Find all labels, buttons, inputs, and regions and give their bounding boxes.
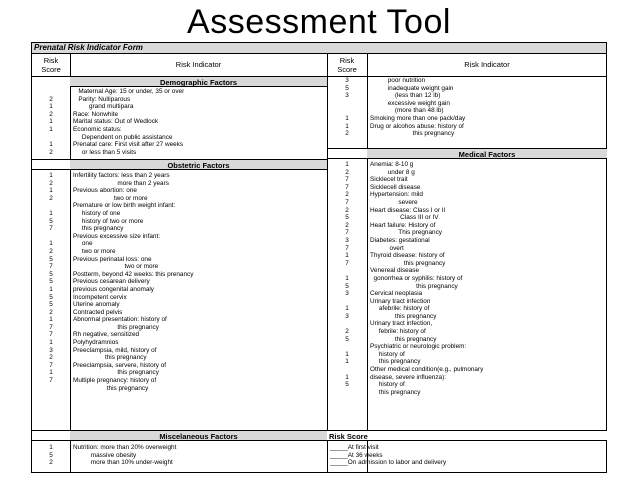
section-obstetric-factors: Obstetric Factors	[70, 159, 327, 170]
risk-score-value	[32, 233, 70, 241]
obstetric-scores	[32, 172, 70, 385]
obstetric-indicators	[73, 172, 193, 392]
risk-indicator-text: this pregnancy	[73, 225, 124, 233]
miscellaneous-scores	[32, 444, 70, 467]
risk-indicator-text: Multiple pregnancy: history of	[73, 377, 157, 385]
risk-score-value: 1	[49, 118, 53, 126]
risk-score-value	[32, 202, 70, 210]
risk-indicator-text: two or more	[73, 247, 116, 255]
risk-score-value: 7	[345, 259, 349, 267]
divider	[70, 54, 71, 473]
divider	[327, 148, 367, 149]
risk-indicator-text: history of one	[73, 209, 121, 217]
section-demographic-factors: Demographic Factors	[70, 76, 327, 87]
risk-score-value	[327, 366, 367, 374]
risk-indicator-text: Contracted pelvis	[73, 308, 123, 316]
risk-score-value: 7	[49, 225, 53, 233]
divider	[327, 158, 367, 159]
risk-indicator-text: this pregnancy	[73, 354, 147, 362]
risk-score-checkline: _____At 36 weeks	[330, 451, 383, 459]
risk-score-value: 2	[345, 221, 349, 229]
risk-score-value: 5	[49, 217, 53, 225]
nutrition-indicators	[370, 77, 465, 138]
risk-indicator-text: massive obesity	[73, 451, 137, 459]
section-medical-factors: Medical Factors	[367, 148, 607, 159]
risk-indicator-text: poor nutrition	[370, 77, 426, 84]
risk-indicator-text: (more than 48 lb)	[370, 107, 444, 115]
divider	[32, 440, 70, 441]
risk-indicator-text: two or more	[73, 194, 148, 202]
risk-score-value: 7	[49, 361, 53, 369]
risk-indicator-text: Preeclampsia, servere, history of	[73, 361, 167, 369]
risk-indicator-text: this pregnancy	[73, 369, 159, 377]
risk-score-value	[327, 100, 367, 108]
header-line: Risk	[339, 56, 355, 65]
risk-indicator-text: Dependent on public assistance	[73, 133, 173, 141]
risk-score-value: 1	[345, 274, 349, 282]
risk-score-value	[327, 343, 367, 351]
risk-score-value: 2	[49, 247, 53, 255]
risk-indicator-text: this pregnancy	[370, 282, 458, 290]
risk-score-value: 2	[345, 130, 349, 138]
risk-indicator-text: This pregnancy	[370, 229, 442, 237]
risk-indicator-text: this pregnancy	[370, 312, 437, 320]
risk-score-value: 2	[345, 191, 349, 199]
risk-indicator-text: Previous abortion: one	[73, 187, 137, 195]
divider	[32, 76, 70, 77]
risk-indicator-text: febrile: history of	[370, 328, 426, 336]
risk-score-value: 1	[49, 187, 53, 195]
risk-score-value: 2	[49, 179, 53, 187]
risk-score-checkline: _____At first visit	[330, 444, 379, 451]
risk-score-value: 5	[345, 282, 349, 290]
risk-indicator-text: more than 2 years	[73, 179, 169, 187]
risk-indicator-text: Cervical neoplasia	[370, 290, 423, 298]
risk-score-value: 5	[49, 278, 53, 286]
risk-score-value: 3	[345, 92, 349, 100]
risk-indicator-text: or less than 5 visits	[73, 148, 137, 156]
risk-score-value: 1	[345, 358, 349, 366]
risk-score-value: 1	[49, 444, 53, 451]
risk-indicator-text: previous congenital anomaly	[73, 285, 154, 293]
risk-indicator-text: Urinary tract infection	[370, 297, 431, 305]
risk-indicator-text: Preeclampsia, mild, history of	[73, 346, 157, 354]
risk-indicator-text: this pregnancy	[370, 259, 446, 267]
risk-score-value	[327, 107, 367, 115]
risk-score-value: 1	[49, 103, 53, 111]
risk-score-checkline: _____On admission to labor and delivery	[330, 459, 447, 467]
header-line: Risk	[43, 56, 59, 65]
risk-score-value: 5	[345, 214, 349, 222]
risk-score-value: 7	[49, 377, 53, 385]
risk-score-value: 5	[345, 84, 349, 92]
risk-score-value: 1	[49, 141, 53, 149]
risk-score-value: 1	[345, 350, 349, 358]
medical-scores	[327, 161, 367, 389]
risk-indicator-text: Uterine anomaly	[73, 301, 120, 309]
risk-score-value: 5	[49, 270, 53, 278]
risk-indicator-text: history of two or more	[73, 217, 144, 225]
risk-indicator-text: Other medical condition(e.g., pulmonary	[370, 366, 484, 374]
risk-indicator-text: Anemia: 8-10 g	[370, 161, 414, 168]
risk-indicator-text: Diabetes: gestational	[370, 236, 430, 244]
risk-indicator-text: Venereal disease	[370, 267, 420, 275]
risk-score-value: 1	[49, 209, 53, 217]
demographic-scores	[32, 88, 70, 156]
risk-score-value: 2	[49, 95, 53, 103]
risk-indicator-text: this pregnancy	[370, 130, 455, 138]
risk-score-value	[32, 134, 70, 142]
risk-score-value	[327, 267, 367, 275]
risk-score-value	[327, 298, 367, 306]
miscellaneous-indicators	[73, 444, 176, 467]
divider	[32, 169, 70, 170]
risk-indicator-text: Incompetent cervix	[73, 293, 127, 301]
risk-indicator-text: Economic status:	[73, 125, 122, 133]
risk-indicator-text: Urinary tract infection,	[370, 320, 433, 328]
risk-indicator-text: inadequate weight gain	[370, 84, 454, 92]
risk-indicator-header-left: Risk Indicator	[175, 60, 222, 69]
risk-indicator-text: Rh negative, sensitized	[73, 331, 140, 339]
risk-indicator-text: (less than 12 lb)	[370, 92, 441, 100]
risk-indicator-text: Smoking more than one pack/day	[370, 114, 466, 122]
nutrition-scores	[327, 77, 367, 138]
risk-indicator-text: two or more	[73, 263, 159, 271]
risk-indicator-text: Nutrition: more than 20% overweight	[73, 444, 177, 451]
header-line: Score	[337, 65, 357, 74]
risk-score-value: 2	[49, 308, 53, 316]
risk-score-value: 1	[345, 373, 349, 381]
risk-indicator-text: overt	[370, 244, 404, 252]
risk-score-value: 1	[49, 369, 53, 377]
risk-score-value: 1	[49, 285, 53, 293]
risk-score-value	[32, 88, 70, 96]
risk-indicator-text: afebrile: history of	[370, 305, 430, 313]
risk-score-value: 1	[49, 125, 53, 133]
risk-score-value: 1	[345, 161, 349, 168]
risk-indicator-text: Premature or low birth weight infant:	[73, 202, 176, 210]
risk-score-value: 1	[49, 316, 53, 324]
risk-indicator-text: Parity: Nulliparous	[73, 95, 131, 103]
risk-indicator-text: more than 10% under-weight	[73, 459, 173, 467]
risk-indicator-text: Postterm, beyond 42 weeks: this prenancy	[73, 270, 194, 278]
risk-score-value: 2	[345, 328, 349, 336]
risk-score-value: 2	[345, 168, 349, 176]
risk-score-value: 5	[49, 255, 53, 263]
risk-score-value: 5	[345, 381, 349, 389]
risk-indicator-text: one	[73, 240, 93, 248]
risk-indicator-text: Class III or IV	[370, 214, 439, 222]
risk-score-value: 7	[49, 331, 53, 339]
risk-score-value: 1	[345, 122, 349, 130]
risk-score-value: 3	[49, 346, 53, 354]
risk-indicator-text: grand multipara	[73, 103, 134, 111]
risk-indicator-text: Maternal Age: 15 or under, 35 or over	[73, 88, 185, 95]
risk-score-value: 2	[345, 206, 349, 214]
risk-score-value: 2	[49, 110, 53, 118]
risk-indicator-text: Heart failure: History of	[370, 221, 436, 229]
risk-indicator-text: this pregnancy	[370, 335, 437, 343]
risk-score-value: 7	[345, 198, 349, 206]
risk-indicator-text: under 8 g	[370, 168, 415, 176]
risk-indicator-text: Infertility factors: less than 2 years	[73, 172, 170, 179]
risk-indicator-header-right: Risk Indicator	[464, 60, 510, 69]
risk-indicator-text: Abnormal presentation: history of	[73, 316, 167, 324]
risk-indicator-text: history of	[370, 381, 405, 389]
risk-indicator-text: history of	[370, 350, 405, 358]
section-risk-score: Risk Score	[327, 430, 607, 441]
risk-score-header-left	[32, 56, 70, 74]
risk-indicator-text: Psychiatric or neurologic problem:	[370, 343, 467, 351]
divider	[327, 76, 607, 77]
risk-score-value: 1	[49, 339, 53, 347]
medical-indicators	[370, 161, 483, 396]
risk-score-value: 7	[49, 263, 53, 271]
risk-score-value: 5	[345, 335, 349, 343]
risk-indicator-text: Hypertension: mild	[370, 191, 423, 199]
risk-score-value: 7	[345, 176, 349, 184]
risk-score-value: 1	[49, 172, 53, 179]
risk-score-value: 1	[345, 305, 349, 313]
risk-indicator-text: Thyroid disease: history of	[370, 252, 445, 260]
risk-indicator-text: Previous excessive size infant:	[73, 232, 161, 240]
risk-score-value: 1	[345, 114, 349, 122]
form-title: Prenatal Risk Indicator Form	[32, 43, 606, 54]
risk-score-value: 2	[49, 459, 53, 467]
risk-indicator-text: severe	[370, 198, 418, 206]
risk-indicator-text: Polyhydramnios	[73, 339, 119, 347]
risk-score-value: 3	[345, 290, 349, 298]
risk-indicator-text: this pregnancy	[73, 384, 149, 392]
risk-score-value: 3	[345, 312, 349, 320]
risk-indicator-text: Heart disease: Class I or II	[370, 206, 446, 214]
risk-indicator-text: Prenatal care: First visit after 27 weeks	[73, 141, 184, 149]
risk-score-value: 1	[49, 240, 53, 248]
header-line: Score	[41, 65, 61, 74]
demographic-indicators	[73, 88, 184, 156]
risk-score-value: 7	[345, 244, 349, 252]
risk-score-value: 2	[49, 148, 53, 156]
risk-indicator-text: Previous perinatal loss: one	[73, 255, 152, 263]
divider	[32, 430, 70, 431]
risk-score-lines	[330, 444, 446, 467]
risk-score-value: 7	[49, 323, 53, 331]
section-miscellaneous-factors: Miscelaneous Factors	[70, 430, 327, 441]
risk-indicator-text: Previous cesarean delivery	[73, 278, 150, 286]
risk-score-value: 5	[49, 293, 53, 301]
risk-indicator-text: Marital status: Out of Wedlock	[73, 118, 159, 126]
risk-score-value: 2	[49, 354, 53, 362]
risk-score-value: 7	[345, 229, 349, 237]
risk-score-header-right	[327, 56, 367, 74]
risk-score-value	[327, 320, 367, 328]
risk-score-value: 5	[49, 451, 53, 459]
risk-score-value: 7	[345, 183, 349, 191]
divider	[367, 54, 368, 473]
risk-indicator-text: Race: Nonwhite	[73, 110, 119, 118]
risk-indicator-text: this pregnancy	[370, 388, 421, 396]
risk-indicator-text: disease, severe influenza):	[370, 373, 447, 381]
risk-indicator-text: this pregnancy	[73, 323, 159, 331]
risk-score-value: 2	[49, 194, 53, 202]
risk-indicator-text: excessive weight gain	[370, 99, 450, 107]
risk-indicator-text: this pregnancy	[370, 358, 421, 366]
divider	[32, 159, 70, 160]
page-title: Assessment Tool	[187, 3, 451, 41]
risk-indicator-text: gonorrhea or syphilis: history of	[370, 274, 463, 282]
risk-score-value: 5	[49, 301, 53, 309]
risk-indicator-text: Sicklecel trait	[370, 176, 408, 184]
risk-indicator-text: Drug or alcohos abuse: history of	[370, 122, 464, 130]
risk-score-value: 3	[345, 236, 349, 244]
risk-indicator-text: Sicklecell disease	[370, 183, 421, 191]
risk-score-value: 3	[345, 77, 349, 84]
risk-form	[31, 42, 607, 473]
risk-score-value: 1	[345, 252, 349, 260]
